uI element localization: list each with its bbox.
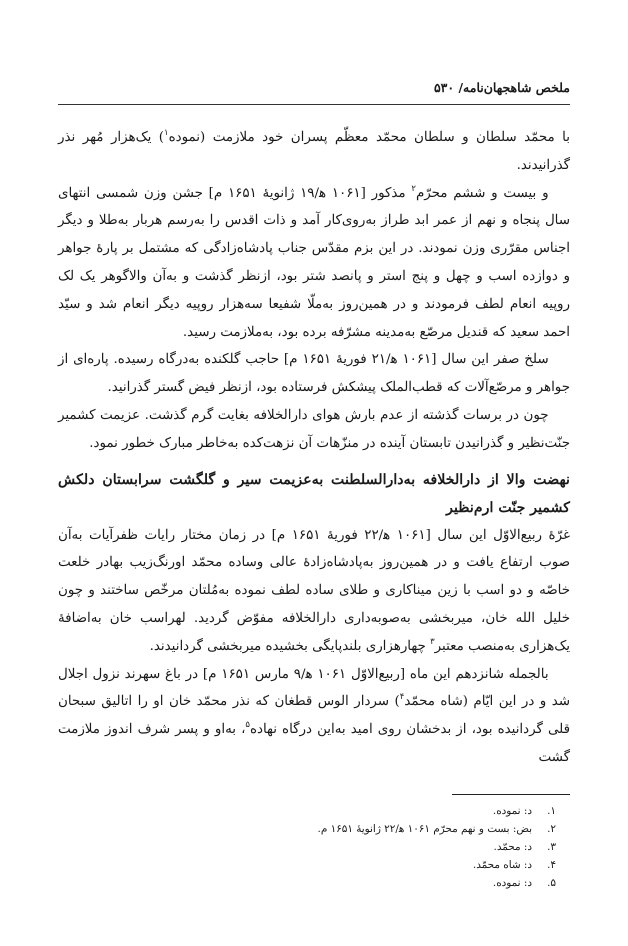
paragraph [58,522,570,661]
text-run: چهارهزاری بلندپایگی بخشیده میربخشی گردانیدند. [149,638,431,654]
section-heading [58,466,570,522]
footnote-item [58,802,570,820]
text-run: بالجمله شانزدهم این ماه [ربیع‌الاوّل ۱۰۶۱ ﻫ/۹ مارس ۱۶۵۱ م] در باغ سهرند نزول اجلال شد و در این ایّام (شاه محمّد [58,666,570,710]
footnote-text: د: نموده. [492,877,532,889]
text-run: چون در برسات گذشته از عدم بارش هوای دارالخلافه بغایت گرم گذشت. عزیمت کشمیر جنّت‌نظیر و گذرانیدن تابستان آینده در منزّهات آن نزهت‌کده به‌خاطر مبارک خطور نمود. [58,407,570,451]
footnote-marker: ۱ [164,128,169,138]
footnotes-list [58,802,570,892]
footnote-item [58,838,570,856]
footnote-item [58,820,570,838]
footnote-text: د: شاه محمّد. [472,859,532,871]
footnote-marker: ۴ [399,692,405,703]
running-header: ملخص شاهجهان‌نامه/ ۵۳۰ [433,80,570,95]
footnote-number: ۵. [547,877,556,889]
paragraph [58,346,570,402]
footnote-text: د: نموده. [492,805,532,817]
paragraph [58,180,570,347]
text-run: مذکور [۱۰۶۱ ﻫ/۱۹ ژانویهٔ ۱۶۵۱ م] جشن وزن شمسی انتهای سال پنجاه و نهم از عمر ابد طراز به‌روی‌کار آمد و ذات اقدس را به‌رسم هربار به‌طلا و دیگر اجناس مقرّری وزن نمودند. در این بزم مقدّس جناب پادشاه‌زادگی که مشتمل بر پارهٔ جواهر و دوازده اسب و چهل و پنج استر و پانصد شتر بود، ازنظر گذشت و به‌آن والاگوهر یک لک روپیه انعام لطف فرمودند و در همین‌روز به‌ملّا شفیعا سه‌هزار روپیه دیگر انعام شد و سیّد احمد سعید که قندیل مرصّع به‌مدینه مشرّفه برده بود، به‌ملازمت رسید. [58,185,570,340]
footnote-number: ۳. [547,841,556,853]
footnote-text: بض: بست و نهم محرّم ۱۰۶۱ ﻫ/۲۲ ژانویهٔ ۱۶۵۱ م. [317,823,532,835]
paragraph [58,124,570,180]
text-run: با محمّد سلطان و سلطان محمّد معظّم پسران خود ملازمت (نموده [168,130,570,145]
footnote-item [58,874,570,892]
text-run: ) یک‌هزار مُهر نذر گذرانیدند. [58,130,570,173]
text-run: غرّهٔ ربیع‌الاوّل این سال [۱۰۶۱ ﻫ/۲۲ فوریهٔ ۱۶۵۱ م] در زمان مختار رایات ظفرآیات به‌آن صوب ارتفاع یافت و در همین‌روز به‌پادشاه‌زادهٔ عالی وساده محمّد اورنگ‌زیب بهادر خلعت خاصّه و دو اسب با زین میناکاری و طلای ساده لطف نموده به‌مُلتان مرخّص ساختند و چون خلیل الله خان، میربخشی به‌صوبه‌داری دارالخلافه مفوّض گردید. لهراسب خان به‌اضافهٔ یک‌هزاری به‌منصب معتبر [58,527,570,654]
paragraph [58,661,570,772]
text-run: ، به‌او و پسر شرف اندوز ملازمت گشت [58,722,570,765]
footnote-marker: ۵ [245,720,250,731]
text-run: ) سردار الوس قطغان که نذر محمّد خان او را اتالیق سبحان قلی گردانیده بود، از بدخشان روی امید به‌این درگاه نهاده [58,694,570,738]
header-rule [58,104,570,105]
footnote-item [58,856,570,874]
text-run: نهضت والا از دارالخلافه به‌دارالسلطنت به‌عزیمت سیر و گلگشت سرابستان دلکش کشمیر جنّت ارم‌نظیر [58,471,570,516]
footnote-marker: ۲ [411,183,416,194]
footnote-marker: ۳ [430,636,435,647]
body-text [58,124,570,772]
text-run: و بیست و ششم محرّم [415,185,549,201]
footnote-text: د: محمّد. [493,841,532,853]
book-page [58,0,570,946]
paragraph [58,402,570,458]
footnote-number: ۲. [547,823,556,835]
footnote-number: ۱. [547,805,556,817]
footnote-separator [452,794,570,795]
text-run: سلخ صفر این سال [۱۰۶۱ ﻫ/۲۱ فوریهٔ ۱۶۵۱ م] حاجب گلکنده به‌درگاه رسیده. پاره‌ای از جواهر و مرصّع‌آلات که قطب‌الملک پیشکش فرستاده بود، ازنظر فیض گستر گذرانید. [58,352,570,396]
footnote-number: ۴. [547,859,556,871]
